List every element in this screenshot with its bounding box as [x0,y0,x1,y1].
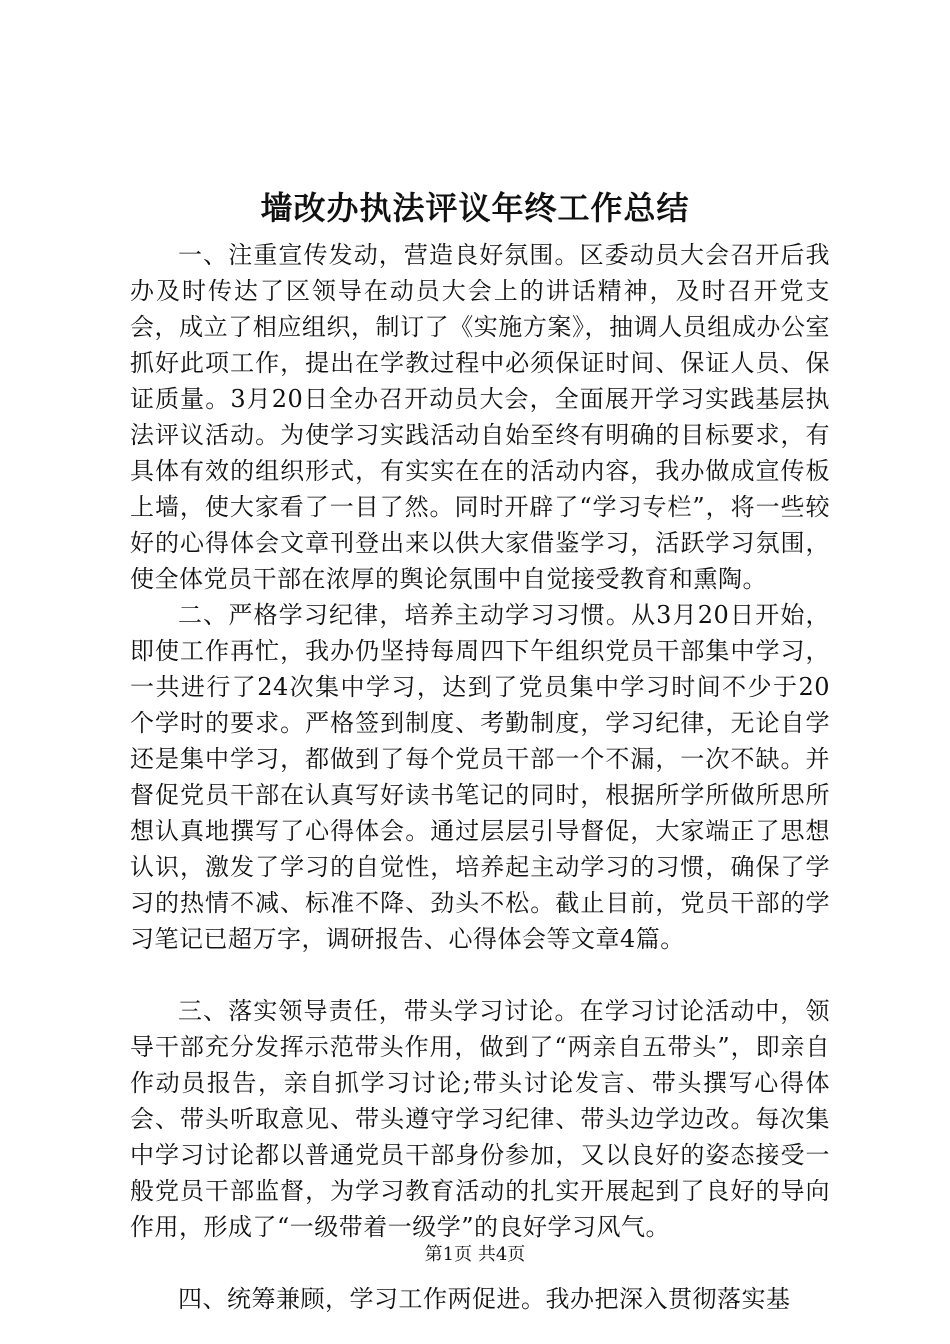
document-body [130,237,830,1317]
paragraph-1: 一、注重宣传发动，营造良好氛围。区委动员大会召开后我办及时传达了区领导在动员大会上的讲话精神，及时召开党支会，成立了相应组织，制订了《实施方案》，抽调人员组成办公室抓好此项工作，提出在学教过程中必须保证时间、保证人员、保证质量。3月20日全办召开动员大会，全面展开学习实践基层执法评议活动。为使学习实践活动自始至终有明确的目标要求，有具体有效的组织形式，有实实在在的活动内容，我办做成宣传板上墙，使大家看了一目了然。同时开辟了“学习专栏”，将一些较好的心得体会文章刊登出来以供大家借鉴学习，活跃学习氛围，使全体党员干部在浓厚的舆论氛围中自觉接受教育和熏陶。 [130,241,830,593]
document-title: 墙改办执法评议年终工作总结 [260,189,690,227]
paragraph-2: 二、严格学习纪律，培养主动学习习惯。从3月20日开始，即使工作再忙，我办仍坚持每周四下午组织党员干部集中学习，一共进行了24次集中学习，达到了党员集中学习时间不少于20个学时的要求。严格签到制度、考勤制度，学习纪律，无论自学还是集中学习，都做到了每个党员干部一个不漏，一次不缺。并督促党员干部在认真写好读书笔记的同时，根据所学所做所思所想认真地撰写了心得体会。通过层层引导督促，大家端正了思想认识，激发了学习的自觉性，培养起主动学习的习惯，确保了学习的热情不减、标准不降、劲头不松。截止目前，党员干部的学习笔记已超万字，调研报告、心得体会等文章4篇。 [130,601,830,953]
paragraph-3: 三、落实领导责任，带头学习讨论。在学习讨论活动中，领导干部充分发挥示范带头作用，做到了“两亲自五带头”，即亲自作动员报告，亲自抓学习讨论;带头讨论发言、带头撰写心得体会、带头听取意见、带头遵守学习纪律、带头边学边改。每次集中学习讨论都以普通党员干部身份参加，又以良好的姿态接受一般党员干部监督，为学习教育活动的扎实开展起到了良好的导向作用，形成了“一级带着一级学”的良好学习风气。 [130,997,830,1241]
page-number-footer: 第1页 共4页 [424,1244,526,1265]
paragraph-4: 四、统筹兼顾，学习工作两促进。我办把深入贯彻落实基 [178,1285,791,1313]
